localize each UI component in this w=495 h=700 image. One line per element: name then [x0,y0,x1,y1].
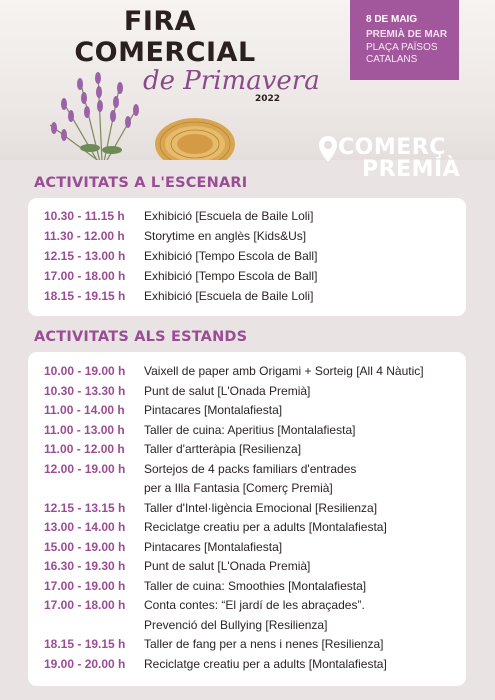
activity-description: Taller de fang per a nens i nenes [Resilienza] [144,637,384,651]
time-slot: 12.15 - 13.00 h [44,249,126,263]
stands-section-title: ACTIVITATS ALS ESTANDS [34,329,248,345]
activity-description: Conta contes: “El jardí de les abraçades”. [144,598,365,612]
activity-description: Exhibició [Escuela de Baile Loli] [144,289,314,303]
activity-description: Storytime en anglès [Kids&Us] [144,229,307,243]
time-slot: 17.00 - 19.00 h [44,578,126,593]
activity-description: Exhibició [Tempo Escola de Ball] [144,269,318,283]
activity-description: Reciclatge creatiu per a adults [Montalafiesta] [144,656,387,671]
event-place-line2: CATALANS [366,54,418,65]
time-slot: 15.00 - 19.00 h [44,539,126,554]
time-slot: 11.00 - 13.00 h [44,422,125,437]
time-slot: 10.00 - 19.00 h [44,364,126,378]
time-slot: 17.00 - 18.00 h [44,269,126,283]
brand-line2: PREMIÀ [362,157,461,182]
time-slot: 19.00 - 20.00 h [44,656,126,671]
activity-description: Reciclatge creatiu per a adults [Montalafiesta] [144,520,387,534]
time-slot: 11.00 - 14.00 h [44,403,125,417]
activity-description: Taller d'artteràpia [Resilienza] [144,442,302,456]
time-slot: 11.00 - 12.00 h [44,442,125,456]
time-slot: 10.30 - 13.30 h [44,383,126,398]
activity-description: per a Illa Fantasia [Comerç Premià] [144,481,333,495]
activity-description: Taller de cuina: Aperitius [Montalafiesta] [144,422,356,437]
activity-description: Prevenció del Bullying [Resilienza] [144,617,328,632]
activity-description: Sortejos de 4 packs familiars d'entrades [144,461,357,476]
stands-schedule-card [28,352,466,686]
event-date: 8 DE MAIG [366,14,418,25]
time-slot: 17.00 - 18.00 h [44,598,126,612]
event-place-line1: PLAÇA PAÏSOS [366,42,438,53]
stage-schedule-card [28,198,466,316]
activity-description: Punt de salut [L'Onada Premià] [144,559,311,573]
poster-title-line1: FIRA [123,6,197,37]
stage-section-title: ACTIVITATS A L'ESCENARI [34,175,248,191]
time-slot: 12.15 - 13.15 h [44,500,126,515]
lavender-illustration [40,70,160,160]
brand-logo [318,135,488,185]
time-slot: 18.15 - 19.15 h [44,637,126,651]
activity-description: Taller d'Intel·ligència Emocional [Resilienza] [144,500,378,515]
time-slot: 16.30 - 19.30 h [44,559,126,573]
activity-description: Exhibició [Escuela de Baile Loli] [144,209,314,223]
straw-basket-illustration [150,100,240,160]
activity-description: Pintacares [Montalafiesta] [144,539,283,554]
time-slot: 12.00 - 19.00 h [44,461,126,476]
activity-description: Punt de salut [L'Onada Premià] [144,383,311,398]
location-pin-icon [318,135,338,163]
poster-year: 2022 [255,94,281,104]
time-slot: 13.00 - 14.00 h [44,520,126,534]
time-slot: 10.30 - 11.15 h [44,209,125,223]
time-slot: 18.15 - 19.15 h [44,289,126,303]
time-slot: 11.30 - 12.00 h [44,229,125,243]
activity-description: Vaixell de paper amb Origami + Sorteig [All 4 Nàutic] [144,364,424,378]
poster-title-line2: COMERCIAL [74,37,256,68]
poster-subtitle: de Primavera [143,66,320,96]
activity-description: Pintacares [Montalafiesta] [144,403,283,417]
brand-line1: COMERÇ [338,135,446,160]
event-date-box [350,0,459,80]
event-town: PREMIÀ DE MAR [366,29,448,40]
activity-description: Exhibició [Tempo Escola de Ball] [144,249,318,263]
activity-description: Taller de cuina: Smoothies [Montalafiesta] [144,578,367,593]
